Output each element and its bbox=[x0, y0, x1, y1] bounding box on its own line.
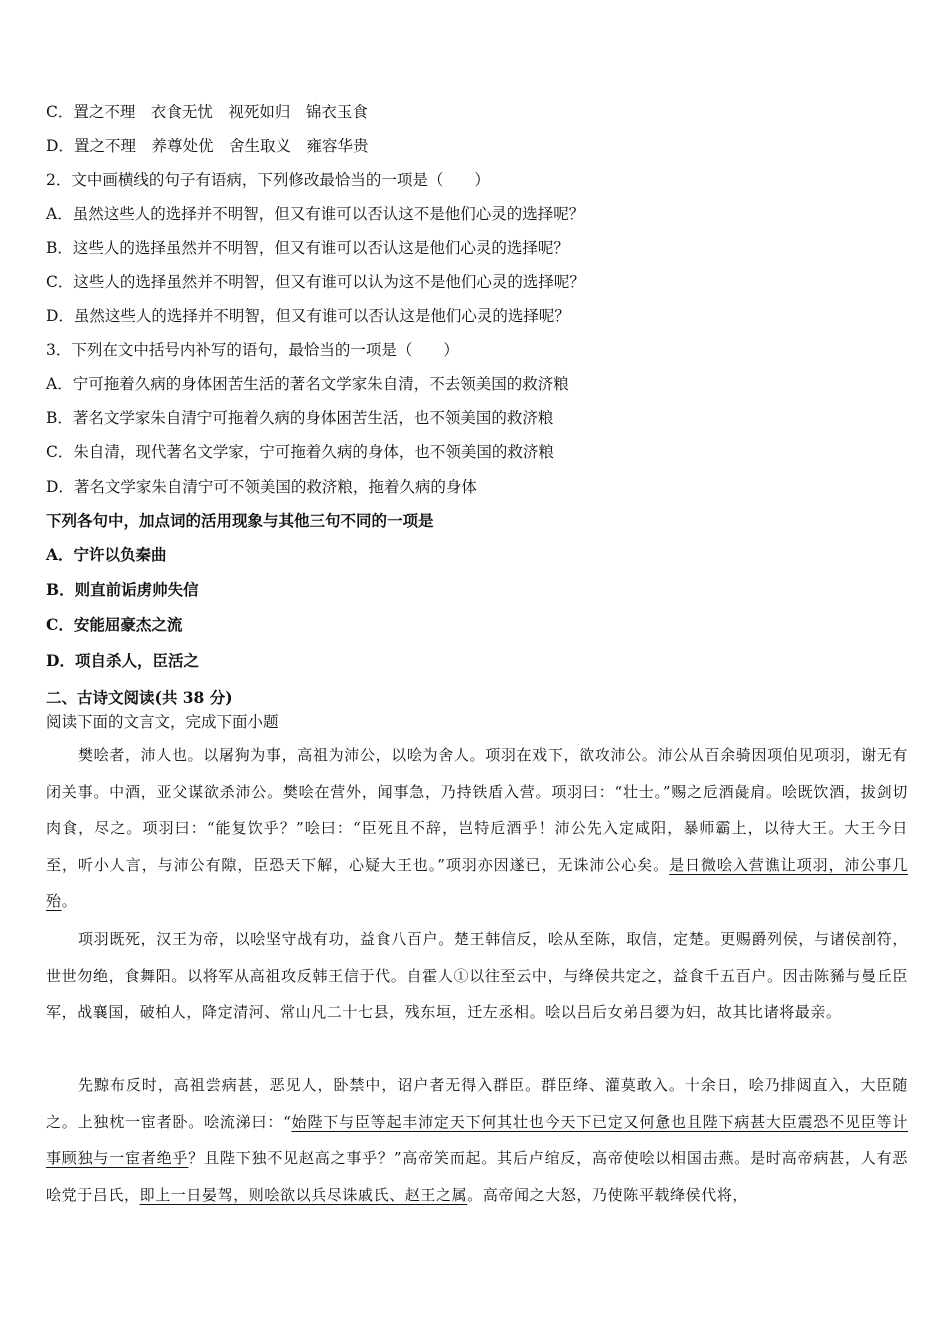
paragraph-text: ？且陛下独不见赵高之事乎？”高帝笑而起。其后卢绾反，高帝使哙以相国击燕。是时高帝病甚，人有恶哙党于吕氏， bbox=[46, 1149, 908, 1204]
q2-option-b: B．这些人的选择虽然并不明智，但又有谁可以否认这是他们心灵的选择呢？ bbox=[46, 239, 569, 257]
section-instruction: 阅读下面的文言文，完成下面小题 bbox=[46, 713, 279, 731]
paragraph-text: 樊哙者，沛人也。以屠狗为事，高祖为沛公，以哙为舍人。项羽在戏下，欲攻沛公。沛公从百余骑因项伯见项羽，谢无有闭关事。中酒，亚父谋欲杀沛公。樊哙在营外，闻事急，乃持铁盾入营。项羽曰：“壮士。”赐之卮酒彘肩。哙既饮酒，拔剑切肉食，尽之。项羽曰：“能复饮乎？”哙曰：“臣死且不辞，岂特卮酒乎！沛公先入定咸阳，暴师霸上，以待大王。大王今日至，听小人言，与沛公有隙，臣恐天下解，心疑大王也。”项羽亦因遂已，无诛沛公心矣。 bbox=[46, 746, 908, 874]
underlined-sentence: 即上一日晏驾，则哙欲以兵尽诛戚氏、赵王之属 bbox=[139, 1185, 468, 1204]
paragraph-text: 项羽既死，汉王为帝，以哙坚守战有功，益食八百户。楚王韩信反，哙从至陈，取信，定楚。更赐爵列侯，与诸侯剖符，世世勿绝，食舞阳。以将军从高祖攻反韩王信于代。自霍人①以往至云中，与绛侯共定之，益食千五百户。因击陈豨与曼丘臣军，战襄国，破柏人，降定清河、常山凡二十七县，残东垣，迁左丞相。哙以吕后女弟吕媭为妇，故其比诸将最亲。 bbox=[46, 930, 908, 1021]
passage-paragraph-3 bbox=[46, 1067, 908, 1213]
option-letter: C． bbox=[46, 103, 74, 121]
option-text: 置之不理 衣食无忧 视死如归 锦衣玉食 bbox=[73, 103, 368, 121]
passage-paragraph-1 bbox=[46, 737, 908, 920]
paragraph-text: 先黥布反时，高祖尝病甚，恶见人，卧禁中，诏户者无得入群臣。群臣绛、灌莫敢入。十余日，哙乃排闼直入，大臣随之。上独枕一宦者卧。哙流涕曰：“ bbox=[46, 1076, 908, 1131]
q2-option-c: C．这些人的选择虽然并不明智，但又有谁可以认为这不是他们心灵的选择呢？ bbox=[46, 273, 585, 291]
q1-option-d bbox=[46, 136, 368, 156]
q4-option-a: A．宁许以负秦曲 bbox=[46, 545, 167, 564]
q3-option-b: B．著名文学家朱自清宁可拖着久病的身体困苦生活，也不领美国的救济粮 bbox=[46, 409, 554, 427]
q4-option-c: C．安能屈豪杰之流 bbox=[46, 615, 183, 634]
underlined-sentence: 始陛下与臣等起丰沛定天下何其壮也今天下已定又何惫也且陛下病甚大臣震恐不见臣等计事顾独与一宦者绝乎 bbox=[46, 1112, 908, 1167]
option-letter: D． bbox=[46, 137, 74, 155]
q3-option-c: C．朱自清，现代著名文学家，宁可拖着久病的身体，也不领美国的救济粮 bbox=[46, 443, 554, 461]
q4-option-d: D．项自杀人，臣活之 bbox=[46, 651, 199, 670]
q3-option-d: D．著名文学家朱自清宁可不领美国的救济粮，拖着久病的身体 bbox=[46, 478, 477, 496]
q1-option-c bbox=[46, 102, 368, 122]
q2-option-d: D．虽然这些人的选择并不明智，但又有谁可以否认这是他们心灵的选择呢？ bbox=[46, 307, 570, 325]
passage-paragraph-2 bbox=[46, 921, 908, 1031]
q3-stem: 3．下列在文中括号内补写的语句，最恰当的一项是（ ） bbox=[46, 341, 459, 359]
q4-stem: 下列各句中，加点词的活用现象与其他三句不同的一项是 bbox=[46, 511, 434, 530]
underlined-sentence: 是日微哙入营谯让项羽，沛公事几殆 bbox=[46, 855, 908, 910]
q4-option-b: B．则直前诟虏帅失信 bbox=[46, 580, 199, 599]
paragraph-text: 。 bbox=[61, 892, 78, 910]
q2-option-a: A．虽然这些人的选择并不明智，但又有谁可以否认这不是他们心灵的选择呢？ bbox=[46, 205, 585, 223]
section-title: 二、古诗文阅读(共 38 分) bbox=[46, 688, 233, 707]
paragraph-text: 。高帝闻之大怒，乃使陈平载绛侯代将， bbox=[467, 1185, 749, 1204]
option-text: 置之不理 养尊处优 舍生取义 雍容华贵 bbox=[73, 137, 369, 155]
q2-stem: 2．文中画横线的句子有语病，下列修改最恰当的一项是（ ） bbox=[46, 171, 490, 189]
q3-option-a: A．宁可拖着久病的身体困苦生活的著名文学家朱自清，不去领美国的救济粮 bbox=[46, 375, 569, 393]
